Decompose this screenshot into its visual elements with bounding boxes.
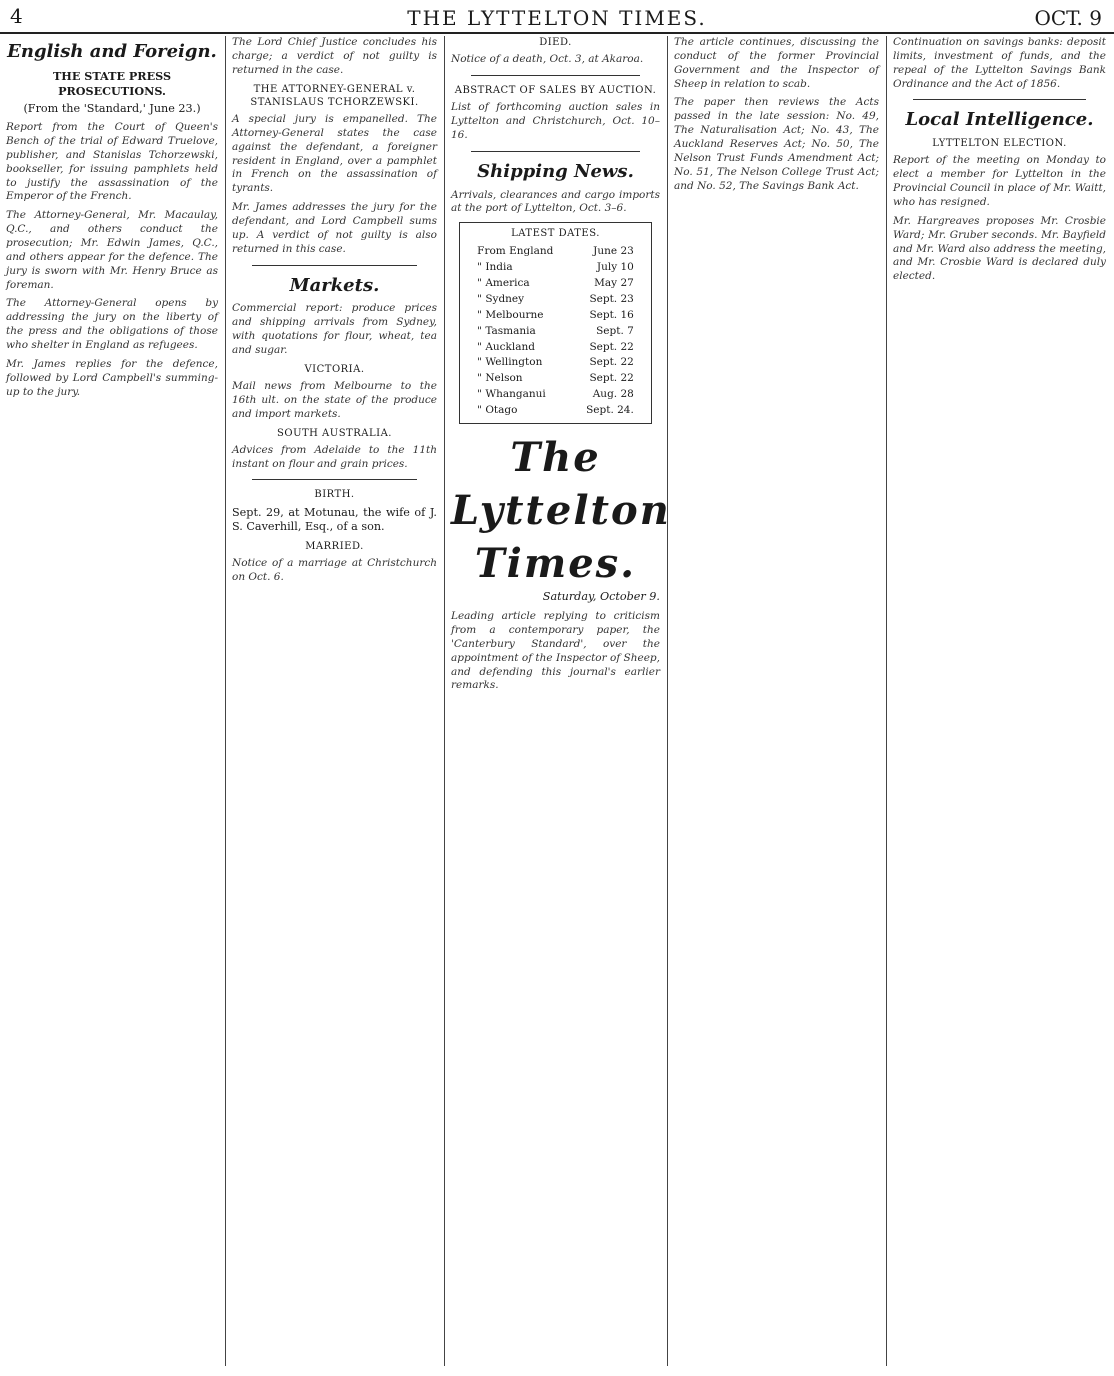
latest-dates-row (473, 324, 638, 340)
latest-dates-value: May 27 (594, 277, 634, 290)
latest-dates-row (473, 292, 638, 308)
divider (913, 99, 1086, 100)
subheading-south-australia: SOUTH AUSTRALIA. (277, 427, 392, 439)
folio-date: OCT. 9 (1034, 6, 1102, 30)
latest-dates-value: June 23 (593, 245, 634, 258)
summary-paragraph: The paper then reviews the Acts passed in the late session: No. 49, The Naturalisation Act; No. 43, The Auckland Reserves Act; No. 50, The Nelson Trust Funds Amendment Act; No. 51, The Nelson College Trust Act; and No. 52, The Savings Bank Act. (674, 96, 879, 192)
latest-dates-label: " Wellington (477, 356, 543, 369)
latest-dates-row (473, 308, 638, 324)
latest-dates-value: Sept. 22 (589, 372, 634, 385)
summary-paragraph: Report from the Court of Queen's Bench of the trial of Edward Truelove, publisher, and Stanislas Tchorzewski, bookseller, for issuing pamphlets held to justify the assassination of the Emperor of the French. (6, 121, 218, 203)
latest-dates-value: Sept. 22 (589, 356, 634, 369)
divider (252, 479, 417, 480)
summary-paragraph: Mr. Hargreaves proposes Mr. Crosbie Ward; Mr. Gruber seconds. Mr. Bayfield and Mr. Ward also address the meeting, and Mr. Crosbie Ward is declared duly elected. (893, 214, 1106, 283)
latest-dates-label: " Melbourne (477, 308, 544, 321)
section-heading-local-intelligence: Local Intelligence. (905, 109, 1094, 131)
latest-dates-label: " Auckland (477, 340, 536, 353)
section-heading-english-foreign: English and Foreign. (7, 41, 217, 62)
summary-paragraph: Continuation on savings banks: deposit limits, investment of funds, and the repeal of the Lyttelton Savings Bank Ordinance and the Act of 1856. (893, 36, 1106, 90)
latest-dates-label: " America (477, 277, 530, 290)
summary-paragraph: Notice of a marriage at Christchurch on Oct. 6. (232, 557, 437, 584)
latest-dates-row (473, 260, 638, 276)
latest-dates-label: " Tasmania (477, 324, 536, 337)
latest-dates-box (459, 222, 652, 424)
birth-notice: Sept. 29, at Motunau, the wife of J. S. Caverhill, Esq., of a son. (232, 505, 437, 534)
latest-dates-row (473, 276, 638, 292)
latest-dates-value: Sept. 22 (589, 340, 634, 353)
summary-paragraph: Notice of a death, Oct. 3, at Akaroa. (451, 53, 644, 66)
latest-dates-row (473, 371, 638, 387)
latest-dates-value: Aug. 28 (592, 388, 634, 401)
column-3 (451, 36, 671, 698)
issue-date: Saturday, October 9. (542, 590, 660, 604)
divider (471, 75, 640, 76)
latest-dates-heading: LATEST DATES. (511, 228, 600, 240)
summary-paragraph: The article continues, discussing the conduct of the former Provincial Government and the Inspector of Sheep in relation to scab. (674, 36, 879, 90)
section-heading-markets: Markets. (289, 274, 380, 296)
case-subheading: THE ATTORNEY-GENERAL v. STANISLAUS TCHORZEWSKI. (250, 83, 419, 108)
paper-title: THE LYTTELTON TIMES. (407, 6, 707, 30)
column-1 (6, 36, 218, 404)
latest-dates-label: " Whanganui (477, 388, 546, 401)
summary-paragraph: Mr. James addresses the jury for the defendant, and Lord Campbell sums up. A verdict of not guilty is also returned in this case. (232, 201, 437, 255)
latest-dates-value: Sept. 16 (589, 308, 634, 321)
column-rule (444, 36, 445, 1366)
birth-heading: BIRTH. (314, 489, 355, 501)
latest-dates-value: Sept. 23 (589, 293, 634, 306)
latest-dates-label: " Sydney (477, 293, 525, 306)
latest-dates-label: " India (477, 261, 513, 274)
summary-paragraph: Commercial report: produce prices and shipping arrivals from Sydney, with quotations for flour, wheat, tea and sugar. (232, 302, 437, 356)
summary-paragraph: Mr. James replies for the defence, followed by Lord Campbell's summing-up to the jury. (6, 357, 218, 398)
column-rule (886, 36, 887, 1366)
latest-dates-row (473, 387, 638, 403)
summary-paragraph: The Attorney-General, Mr. Macaulay, Q.C., and others conduct the prosecution; Mr. Edwin James, Q.C., and others appear for the defence. The jury is sworn with Mr. Henry Bruce as foreman. (6, 209, 218, 291)
section-heading-shipping: Shipping News. (477, 160, 634, 182)
summary-paragraph: Advices from Adelaide to the 11th instant on flour and grain prices. (232, 443, 437, 470)
latest-dates-label: " Otago (477, 404, 518, 417)
latest-dates-label: " Nelson (477, 372, 523, 385)
latest-dates-row (473, 355, 638, 371)
article-source: (From the 'Standard,' June 23.) (23, 102, 201, 116)
summary-paragraph: Report of the meeting on Monday to elect a member for Lyttelton in the Provincial Council in place of Mr. Waitt, who has resigned. (893, 154, 1106, 208)
column-rule (225, 36, 226, 1366)
died-heading: DIED. (539, 37, 572, 48)
subheading-victoria: VICTORIA. (304, 363, 365, 375)
latest-dates-row (473, 340, 638, 356)
folio-rule (0, 32, 1114, 34)
latest-dates-row (473, 244, 638, 260)
summary-paragraph: The Lord Chief Justice concludes his charge; a verdict of not guilty is returned in the case. (232, 36, 437, 76)
election-heading: LYTTELTON ELECTION. (932, 138, 1067, 150)
summary-paragraph: Arrivals, clearances and cargo imports at the port of Lyttelton, Oct. 3–6. (451, 188, 660, 215)
folio-bar (0, 4, 1114, 34)
latest-dates-label: From England (477, 245, 554, 258)
summary-paragraph: List of forthcoming auction sales in Lyttelton and Christchurch, Oct. 10–16. (451, 101, 660, 141)
summary-paragraph: Leading article replying to criticism from a contemporary paper, the 'Canterbury Standard', over the appointment of the Inspector of Sheep, and defending this journal's earlier remarks. (451, 610, 660, 692)
latest-dates-row (473, 403, 638, 419)
latest-dates-value: Sept. 24. (586, 404, 634, 417)
column-4 (674, 36, 879, 198)
latest-dates-value: Sept. 7 (596, 324, 634, 337)
page-mark: 4 (10, 4, 23, 28)
column-2 (232, 36, 437, 590)
masthead: The Lyttelton Times. (451, 433, 671, 587)
column-5 (893, 36, 1106, 289)
divider (471, 151, 640, 152)
column-rule (667, 36, 668, 1366)
divider (252, 265, 417, 266)
summary-paragraph: A special jury is empanelled. The Attorney-General states the case against the defendant, a foreigner resident in England, over a pamphlet in French on the assassination of tyrants. (232, 112, 437, 195)
summary-paragraph: The Attorney-General opens by addressing the jury on the liberty of the press and the obligations of those who shelter in England as refugees. (6, 297, 218, 351)
summary-paragraph: Mail news from Melbourne to the 16th ult. on the state of the produce and import markets. (232, 379, 437, 420)
auction-heading: ABSTRACT OF SALES BY AUCTION. (454, 85, 657, 97)
latest-dates-value: July 10 (596, 261, 634, 274)
latest-dates-table (473, 244, 638, 418)
article-title: THE STATE PRESS PROSECUTIONS. (52, 68, 172, 98)
married-heading: MARRIED. (305, 541, 364, 553)
